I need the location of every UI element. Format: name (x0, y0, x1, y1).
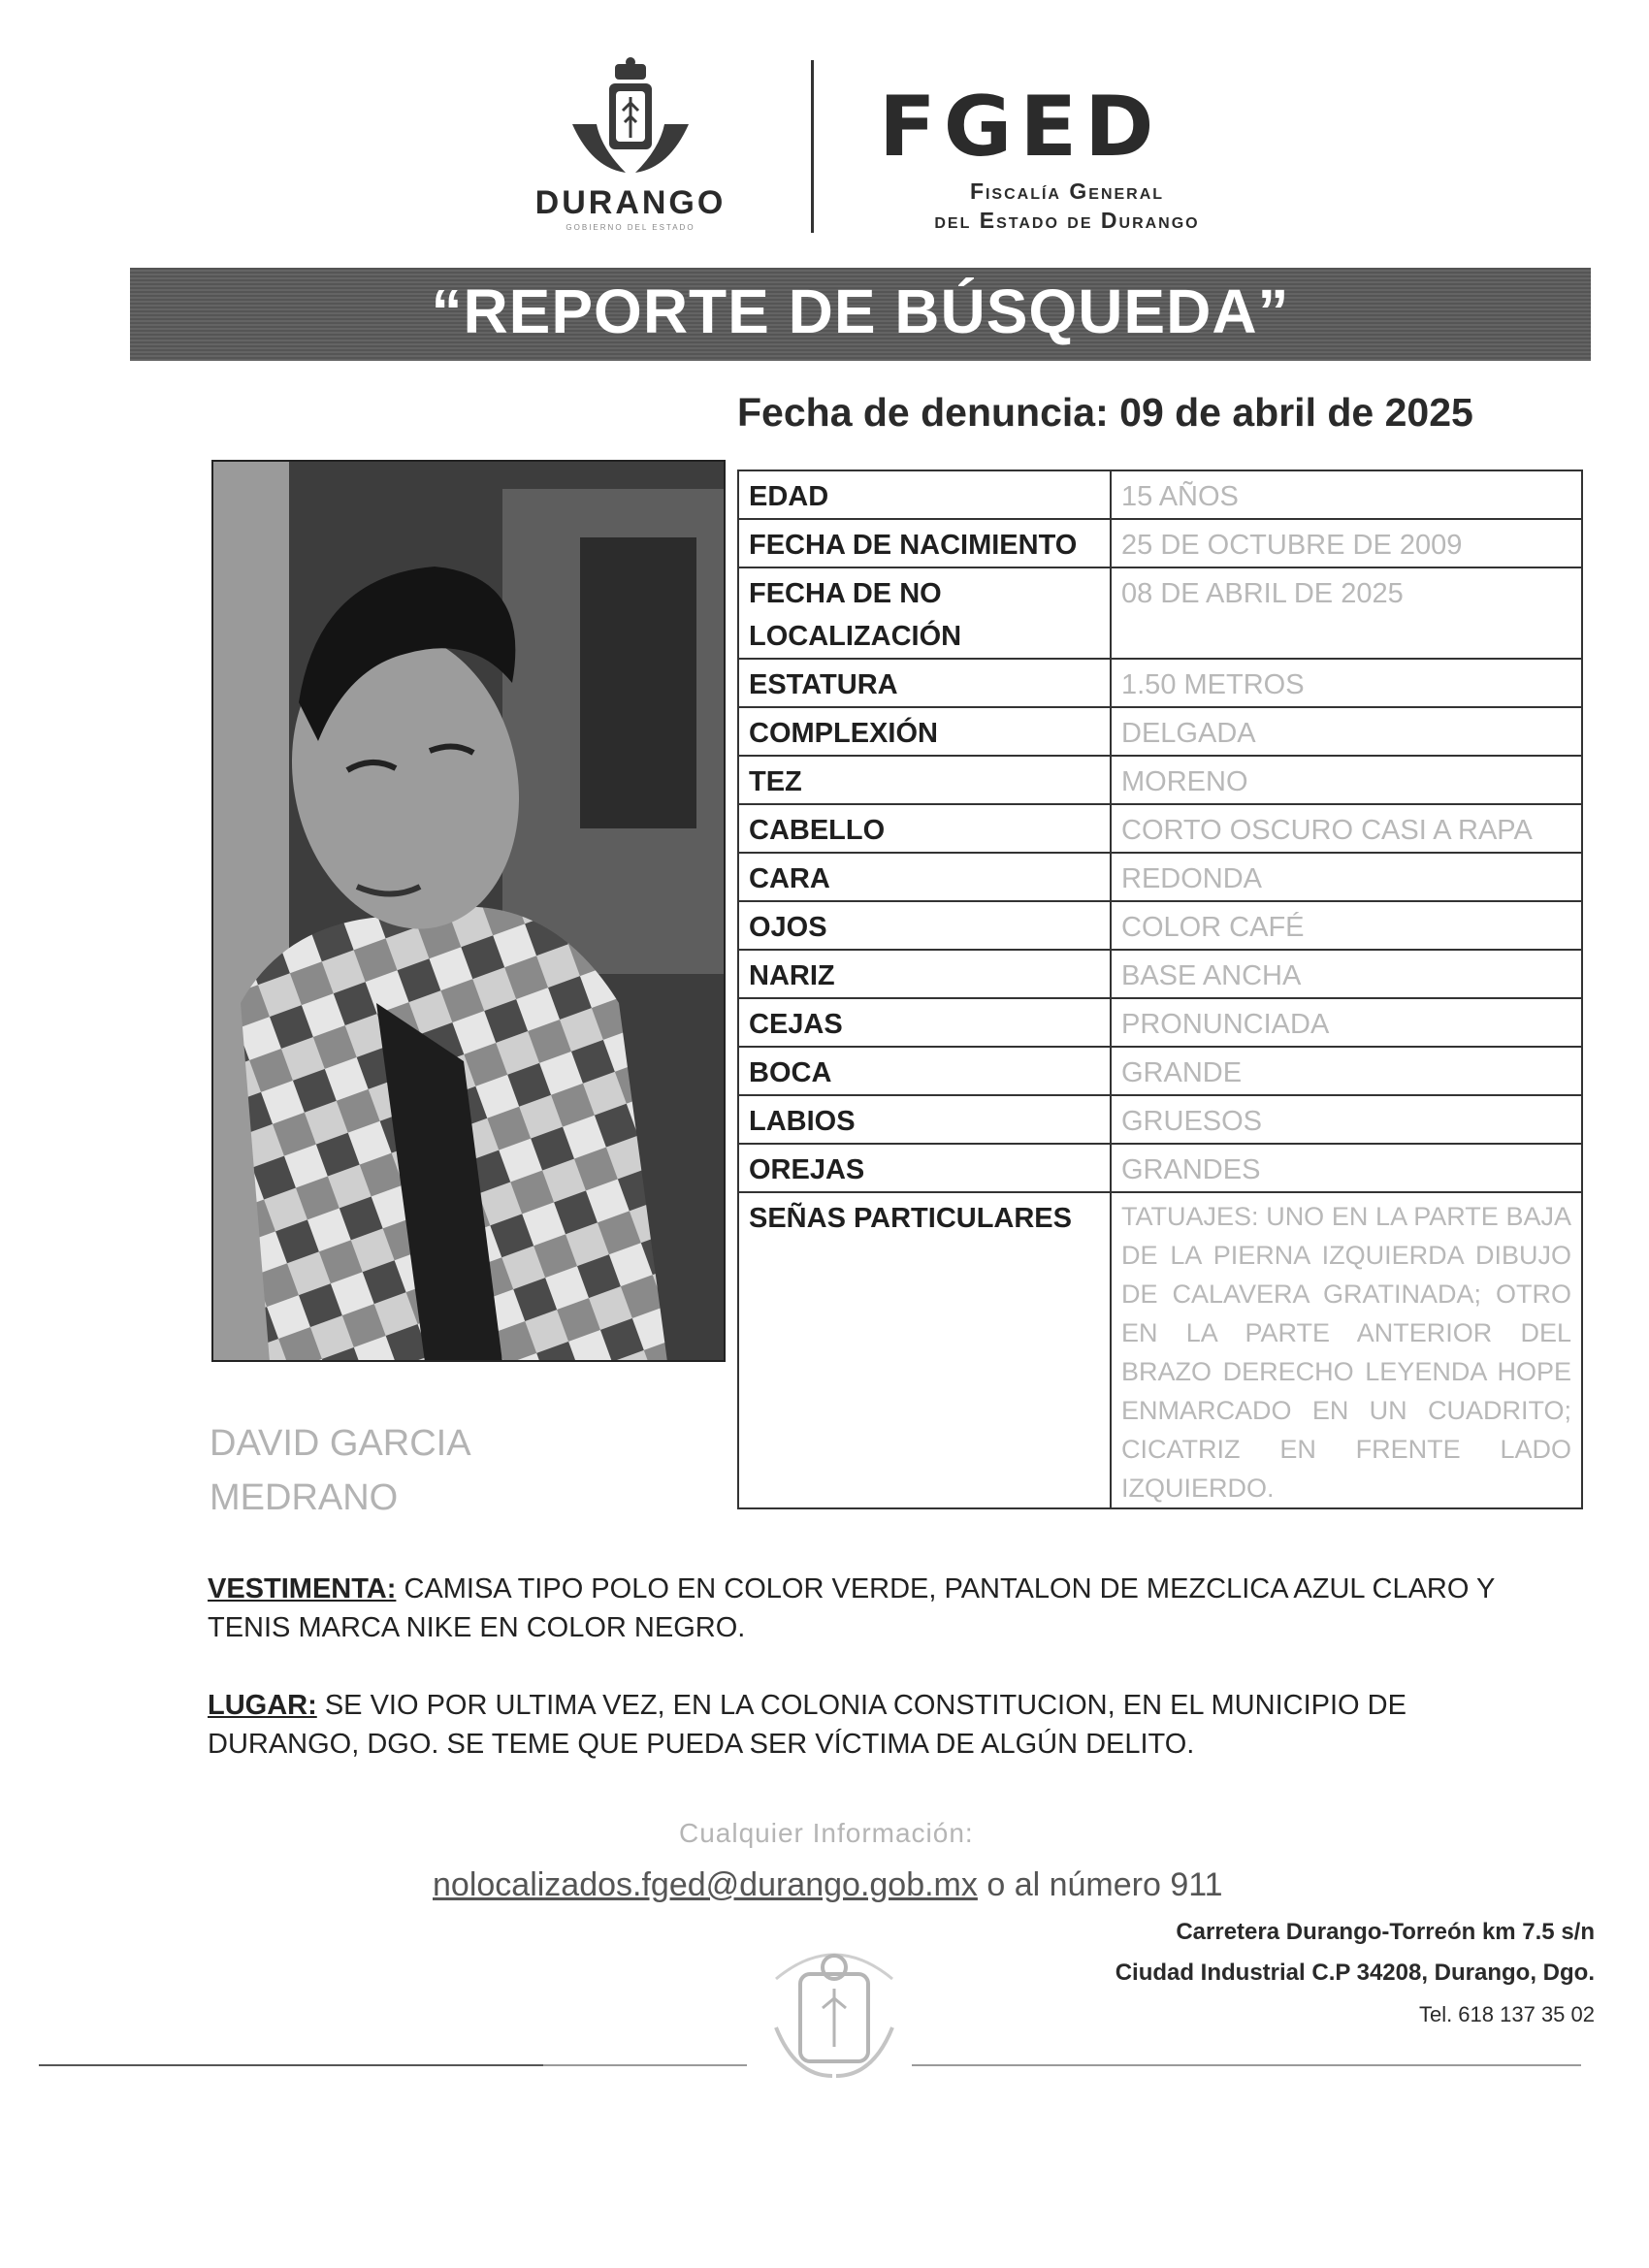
fged-subtitle-line1: Fiscalía General (969, 178, 1165, 204)
row-label: NARIZ (738, 950, 1111, 998)
row-value: REDONDA (1111, 853, 1582, 901)
row-label: FECHA DE NACIMIENTO (738, 519, 1111, 567)
row-label: OREJAS (738, 1144, 1111, 1192)
address-phone: Tel. 618 137 35 02 (1418, 2002, 1595, 2026)
table-row (738, 901, 1582, 950)
table-row (738, 659, 1582, 707)
page-title: “REPORTE DE BÚSQUEDA” (431, 276, 1290, 346)
row-value: MORENO (1111, 756, 1582, 804)
contact-phone: o al número 911 (977, 1866, 1223, 1903)
row-value: GRANDES (1111, 1144, 1582, 1192)
table-row (738, 950, 1582, 998)
row-value: 1.50 METROS (1111, 659, 1582, 707)
clothing-description (208, 1570, 1566, 1647)
table-row (738, 519, 1582, 567)
address-line2: Ciudad Industrial C.P 34208, Durango, Dgo. (1115, 1960, 1595, 1986)
row-value: BASE ANCHA (1111, 950, 1582, 998)
row-value: 15 AÑOS (1111, 470, 1582, 519)
table-row (738, 1192, 1582, 1508)
durango-crest-icon (504, 56, 757, 182)
state-seal-icon (757, 1921, 912, 2086)
table-row (738, 853, 1582, 901)
row-value: PRONUNCIADA (1111, 998, 1582, 1047)
row-value: TATUAJES: UNO EN LA PARTE BAJA DE LA PIERNA IZQUIERDA DIBUJO DE CALAVERA GRATINADA; OTRO EN LA PARTE ANTERIOR DEL BRAZO DERECHO LEYENDA HOPE ENMARCADO EN UN CUADRITO; CICATRIZ EN FRENTE LADO IZQUIERDO. (1111, 1192, 1582, 1508)
person-name-line2: MEDRANO (210, 1477, 399, 1518)
row-label: ESTATURA (738, 659, 1111, 707)
fged-logo-subtitle (873, 177, 1261, 235)
person-name (210, 1416, 617, 1525)
clothing-label: VESTIMENTA: (208, 1573, 397, 1604)
row-value: CORTO OSCURO CASI A RAPA (1111, 804, 1582, 853)
table-row (738, 707, 1582, 756)
row-label: SEÑAS PARTICULARES (738, 1192, 1111, 1508)
location-text: SE VIO POR ULTIMA VEZ, EN LA COLONIA CONSTITUCION, EN EL MUNICIPIO DE DURANGO, DGO. SE TEME QUE PUEDA SER VÍCTIMA DE ALGÚN DELITO. (208, 1690, 1406, 1760)
table-row (738, 1047, 1582, 1095)
row-value: DELGADA (1111, 707, 1582, 756)
missing-person-photo (211, 460, 726, 1362)
location-label: LUGAR: (208, 1690, 317, 1721)
table-row (738, 756, 1582, 804)
row-label: COMPLEXIÓN (738, 707, 1111, 756)
person-details-table (737, 470, 1583, 1509)
durango-logo-text: DURANGO (534, 184, 727, 221)
row-label: BOCA (738, 1047, 1111, 1095)
row-label: FECHA DE NO LOCALIZACIÓN (738, 567, 1111, 659)
footer-rule-left (39, 2064, 543, 2066)
fged-logo-title: FGED (879, 79, 1162, 176)
person-name-line1: DAVID GARCIA (210, 1423, 471, 1464)
header-divider (811, 60, 814, 233)
row-label: LABIOS (738, 1095, 1111, 1144)
footer-rule-right (912, 2064, 1581, 2066)
table-row (738, 1095, 1582, 1144)
row-label: EDAD (738, 470, 1111, 519)
row-value: 25 DE OCTUBRE DE 2009 (1111, 519, 1582, 567)
table-row (738, 567, 1582, 659)
table-row (738, 1144, 1582, 1192)
row-value: COLOR CAFÉ (1111, 901, 1582, 950)
contact-email-link[interactable]: nolocalizados.fged@durango.gob.mx (433, 1866, 978, 1903)
contact-intro: Cualquier Información: (679, 1818, 974, 1848)
row-label: CABELLO (738, 804, 1111, 853)
row-value: GRUESOS (1111, 1095, 1582, 1144)
table-row (738, 470, 1582, 519)
clothing-text: CAMISA TIPO POLO EN COLOR VERDE, PANTALON DE MEZCLICA AZUL CLARO Y TENIS MARCA NIKE EN COLOR NEGRO. (208, 1573, 1495, 1643)
durango-logo (504, 56, 757, 231)
table-row (738, 804, 1582, 853)
report-date: Fecha de denuncia: 09 de abril de 2025 (737, 390, 1473, 435)
table-row (738, 998, 1582, 1047)
row-value: GRANDE (1111, 1047, 1582, 1095)
footer-rule-mid (543, 2064, 747, 2066)
row-value: 08 DE ABRIL DE 2025 (1111, 567, 1582, 659)
row-label: CEJAS (738, 998, 1111, 1047)
row-label: CARA (738, 853, 1111, 901)
row-label: OJOS (738, 901, 1111, 950)
fged-subtitle-line2: del Estado de Durango (934, 208, 1200, 233)
durango-logo-subtext: GOBIERNO DEL ESTADO (566, 223, 695, 232)
address-line1: Carretera Durango-Torreón km 7.5 s/n (1176, 1919, 1595, 1945)
contact-line (433, 1866, 1223, 1904)
row-label: TEZ (738, 756, 1111, 804)
location-description (208, 1686, 1566, 1764)
